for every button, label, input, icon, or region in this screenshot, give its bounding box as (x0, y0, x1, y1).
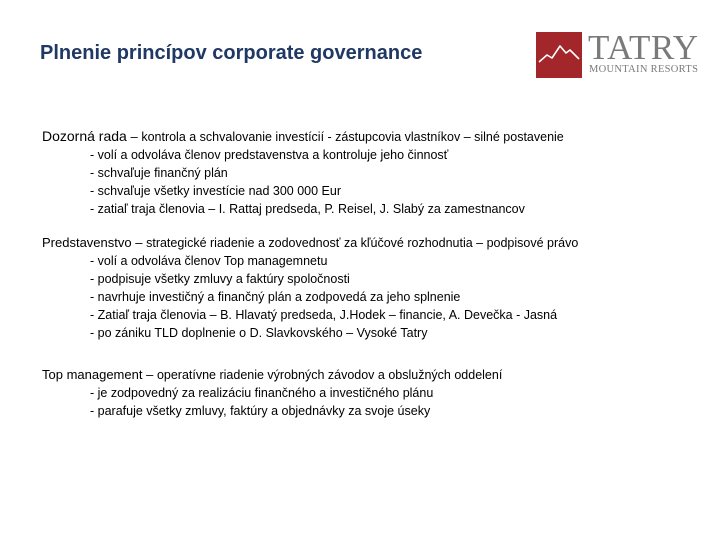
mountain-logo-icon (536, 32, 582, 78)
section-description: kontrola a schvalovanie investícií - zástupcovia vlastníkov – silné postavenie (141, 130, 564, 144)
list-item: - po zániku TLD doplnenie o D. Slavkovského – Vysoké Tatry (90, 326, 428, 340)
section-heading (42, 366, 502, 384)
list-item: - podpisuje všetky zmluvy a faktúry spoločnosti (90, 272, 350, 286)
list-item: - je zodpovedný za realizáciu finančného a investičného plánu (90, 386, 434, 400)
list-item: - navrhuje investičný a finančný plán a zodpovedá za jeho splnenie (90, 290, 461, 304)
list-item: - Zatiaľ traja členovia – B. Hlavatý predseda, J.Hodek – financie, A. Devečka - Jasná (90, 308, 558, 322)
logo-name: TATRY (588, 28, 699, 67)
section-predstavenstvo (42, 234, 578, 342)
section-name: Top management (42, 367, 143, 382)
list-item: - zatiaľ traja členovia – I. Rattaj predseda, P. Reisel, J. Slabý za zamestnancov (90, 202, 525, 216)
section-items (42, 252, 578, 342)
section-name: Dozorná rada (42, 128, 127, 144)
section-items (42, 146, 564, 218)
section-description: operatívne riadenie výrobných závodov a obslužných oddelení (156, 368, 503, 382)
section-separator: – (130, 129, 138, 144)
section-items (42, 384, 502, 420)
section-separator: – (135, 235, 143, 250)
section-heading (42, 127, 564, 146)
list-item: - volí a odvoláva členov Top managemnetu (90, 254, 328, 268)
list-item: - schvaľuje finančný plán (90, 166, 228, 180)
section-name: Predstavenstvo (42, 235, 132, 250)
company-logo (536, 30, 716, 80)
list-item: - volí a odvoláva členov predstavenstva a kontroluje jeho činnosť (90, 148, 449, 162)
slide-title: Plnenie princípov corporate governance (40, 42, 423, 64)
section-description: strategické riadenie a zodovednosť za kľúčové rozhodnutia – podpisové právo (146, 236, 579, 250)
section-separator: – (146, 367, 154, 382)
section-dozorna-rada (42, 127, 564, 218)
section-heading (42, 234, 578, 252)
list-item: - schvaľuje všetky investície nad 300 000 Eur (90, 184, 342, 198)
section-top-management (42, 366, 502, 420)
logo-subtitle: MOUNTAIN RESORTS (589, 64, 699, 75)
list-item: - parafuje všetky zmluvy, faktúry a objednávky za svoje úseky (90, 404, 431, 418)
